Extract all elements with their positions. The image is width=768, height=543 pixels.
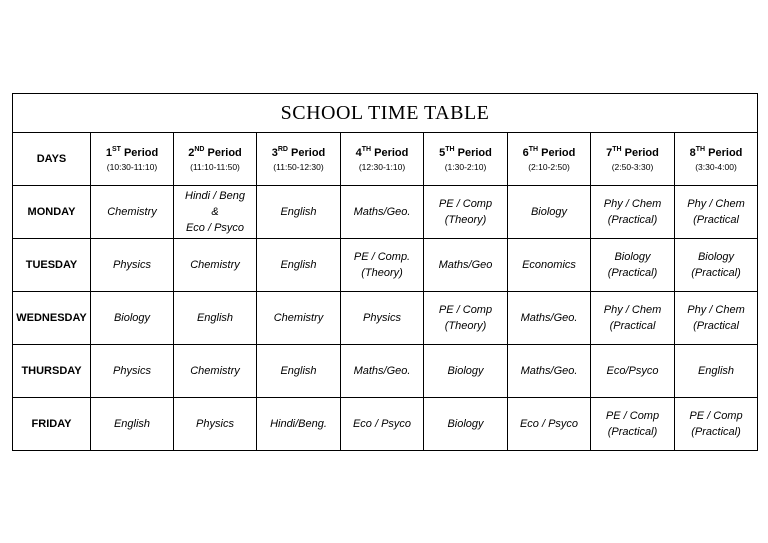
timetable-title: SCHOOL TIME TABLE <box>13 94 758 133</box>
day-label: WEDNESDAY <box>13 292 91 345</box>
day-row <box>13 345 758 398</box>
subject-line: (Practical) <box>607 267 658 279</box>
subject-line: Eco / Psyco <box>185 222 245 234</box>
subject-line: English <box>196 312 234 324</box>
subject-line: Biology <box>447 418 484 430</box>
period-header <box>341 133 424 186</box>
subject-line: Economics <box>522 259 576 271</box>
subject-cell <box>174 345 257 398</box>
subject-cell <box>341 345 424 398</box>
subject-line: Chemistry <box>107 206 157 218</box>
subject-cell <box>591 239 675 292</box>
subject-cell <box>424 239 508 292</box>
subject-line: Maths/Geo <box>438 259 493 271</box>
day-row <box>13 292 758 345</box>
subject-line: Maths/Geo. <box>353 365 411 377</box>
period-header <box>508 133 591 186</box>
subject-line: PE / Comp <box>438 198 493 210</box>
subject-cell <box>424 398 508 451</box>
subject-line: English <box>113 418 151 430</box>
header-row <box>13 133 758 186</box>
subject-line: Chemistry <box>190 365 240 377</box>
subject-cell <box>591 345 675 398</box>
subject-cell <box>257 186 341 239</box>
subject-cell <box>91 186 174 239</box>
subject-cell <box>424 292 508 345</box>
subject-line: (Practical <box>693 214 739 226</box>
subject-line: Eco / Psyco <box>519 418 579 430</box>
subject-line: Chemistry <box>273 312 324 324</box>
subject-line: PE / Comp <box>605 410 660 422</box>
subject-line: (Practical <box>693 320 739 332</box>
day-row <box>13 239 758 292</box>
timetable <box>12 93 758 451</box>
period-name: 2ND Period <box>188 145 242 159</box>
subject-cell <box>508 239 591 292</box>
subject-line: PE / Comp <box>689 410 743 422</box>
period-time: (11:50-12:30) <box>273 161 324 172</box>
subject-cell <box>508 186 591 239</box>
day-label: FRIDAY <box>13 398 91 451</box>
days-header: DAYS <box>13 133 91 186</box>
period-time: (1:30-2:10) <box>444 161 487 172</box>
subject-cell <box>591 186 675 239</box>
period-name: 1ST Period <box>105 145 159 159</box>
subject-cell <box>341 239 424 292</box>
subject-cell <box>591 398 675 451</box>
period-name: 5TH Period <box>439 145 492 159</box>
subject-cell <box>91 239 174 292</box>
period-name: 7TH Period <box>606 145 659 159</box>
subject-line: Hindi/Beng. <box>270 418 327 430</box>
subject-cell <box>257 239 341 292</box>
subject-cell <box>91 398 174 451</box>
period-header <box>424 133 508 186</box>
subject-line: (Practical <box>609 320 656 332</box>
subject-line: Physics <box>196 418 234 430</box>
period-time: (2:50-3:30) <box>611 161 654 172</box>
subject-line: (Theory) <box>444 320 487 332</box>
subject-line: PE / Comp <box>438 304 493 316</box>
subject-cell <box>675 239 758 292</box>
subject-cell <box>174 239 257 292</box>
period-name: 6TH Period <box>522 145 576 159</box>
day-label: THURSDAY <box>13 345 91 398</box>
subject-line: English <box>280 259 317 271</box>
subject-line: (Theory) <box>444 214 487 226</box>
period-time: (3:30-4:00) <box>695 161 737 172</box>
period-header <box>591 133 675 186</box>
subject-cell <box>174 398 257 451</box>
subject-line: & <box>211 206 219 218</box>
subject-cell <box>174 186 257 239</box>
subject-line: Chemistry <box>190 259 240 271</box>
day-row <box>13 398 758 451</box>
subject-line: (Practical) <box>691 426 741 438</box>
subject-cell <box>508 292 591 345</box>
subject-line: English <box>280 206 317 218</box>
subject-line: Physics <box>113 365 151 377</box>
subject-cell <box>508 398 591 451</box>
subject-line: Phy / Chem <box>603 304 662 316</box>
subject-line: Physics <box>363 312 401 324</box>
subject-line: Biology <box>447 365 484 377</box>
subject-line: Phy / Chem <box>687 304 745 316</box>
subject-cell <box>675 292 758 345</box>
subject-cell <box>257 292 341 345</box>
subject-line: Hindi / Beng <box>185 190 245 202</box>
period-header <box>257 133 341 186</box>
subject-line: Biology <box>530 206 568 218</box>
subject-line: Eco / Psyco <box>352 418 412 430</box>
period-header <box>174 133 257 186</box>
subject-cell <box>591 292 675 345</box>
subject-line: (Practical) <box>607 214 658 226</box>
period-header <box>91 133 174 186</box>
day-label: TUESDAY <box>13 239 91 292</box>
subject-line: (Practical) <box>691 267 741 279</box>
subject-cell <box>675 186 758 239</box>
period-time: (2:10-2:50) <box>528 161 570 172</box>
period-name: 8TH Period <box>689 145 743 159</box>
subject-cell <box>424 345 508 398</box>
subject-line: (Theory) <box>361 267 403 279</box>
subject-cell <box>341 186 424 239</box>
subject-cell <box>675 398 758 451</box>
subject-cell <box>91 292 174 345</box>
subject-line: Maths/Geo. <box>520 312 578 324</box>
subject-cell <box>508 345 591 398</box>
subject-line: Maths/Geo. <box>520 365 578 377</box>
subject-cell <box>675 345 758 398</box>
period-header <box>675 133 758 186</box>
subject-cell <box>341 292 424 345</box>
subject-line: (Practical) <box>607 426 658 438</box>
subject-cell <box>257 345 341 398</box>
subject-line: Biology <box>697 251 735 263</box>
subject-line: PE / Comp. <box>353 251 411 263</box>
subject-line: Biology <box>614 251 651 263</box>
subject-cell <box>424 186 508 239</box>
subject-line: Eco/Psyco <box>606 365 659 377</box>
subject-line: English <box>697 365 735 377</box>
subject-cell <box>341 398 424 451</box>
period-time: (10:30-11:10) <box>106 161 158 172</box>
period-name: 3RD Period <box>271 145 326 159</box>
subject-line: Phy / Chem <box>603 198 662 210</box>
day-label: MONDAY <box>13 186 91 239</box>
subject-line: English <box>280 365 317 377</box>
subject-cell <box>257 398 341 451</box>
day-row <box>13 186 758 239</box>
period-name: 4TH Period <box>355 145 409 159</box>
period-time: (11:10-11:50) <box>190 161 240 172</box>
subject-line: Physics <box>113 259 151 271</box>
subject-line: Maths/Geo. <box>353 206 411 218</box>
subject-line: Phy / Chem <box>687 198 745 210</box>
subject-cell <box>174 292 257 345</box>
subject-line: Biology <box>113 312 151 324</box>
subject-cell <box>91 345 174 398</box>
period-time: (12:30-1:10) <box>358 161 406 172</box>
